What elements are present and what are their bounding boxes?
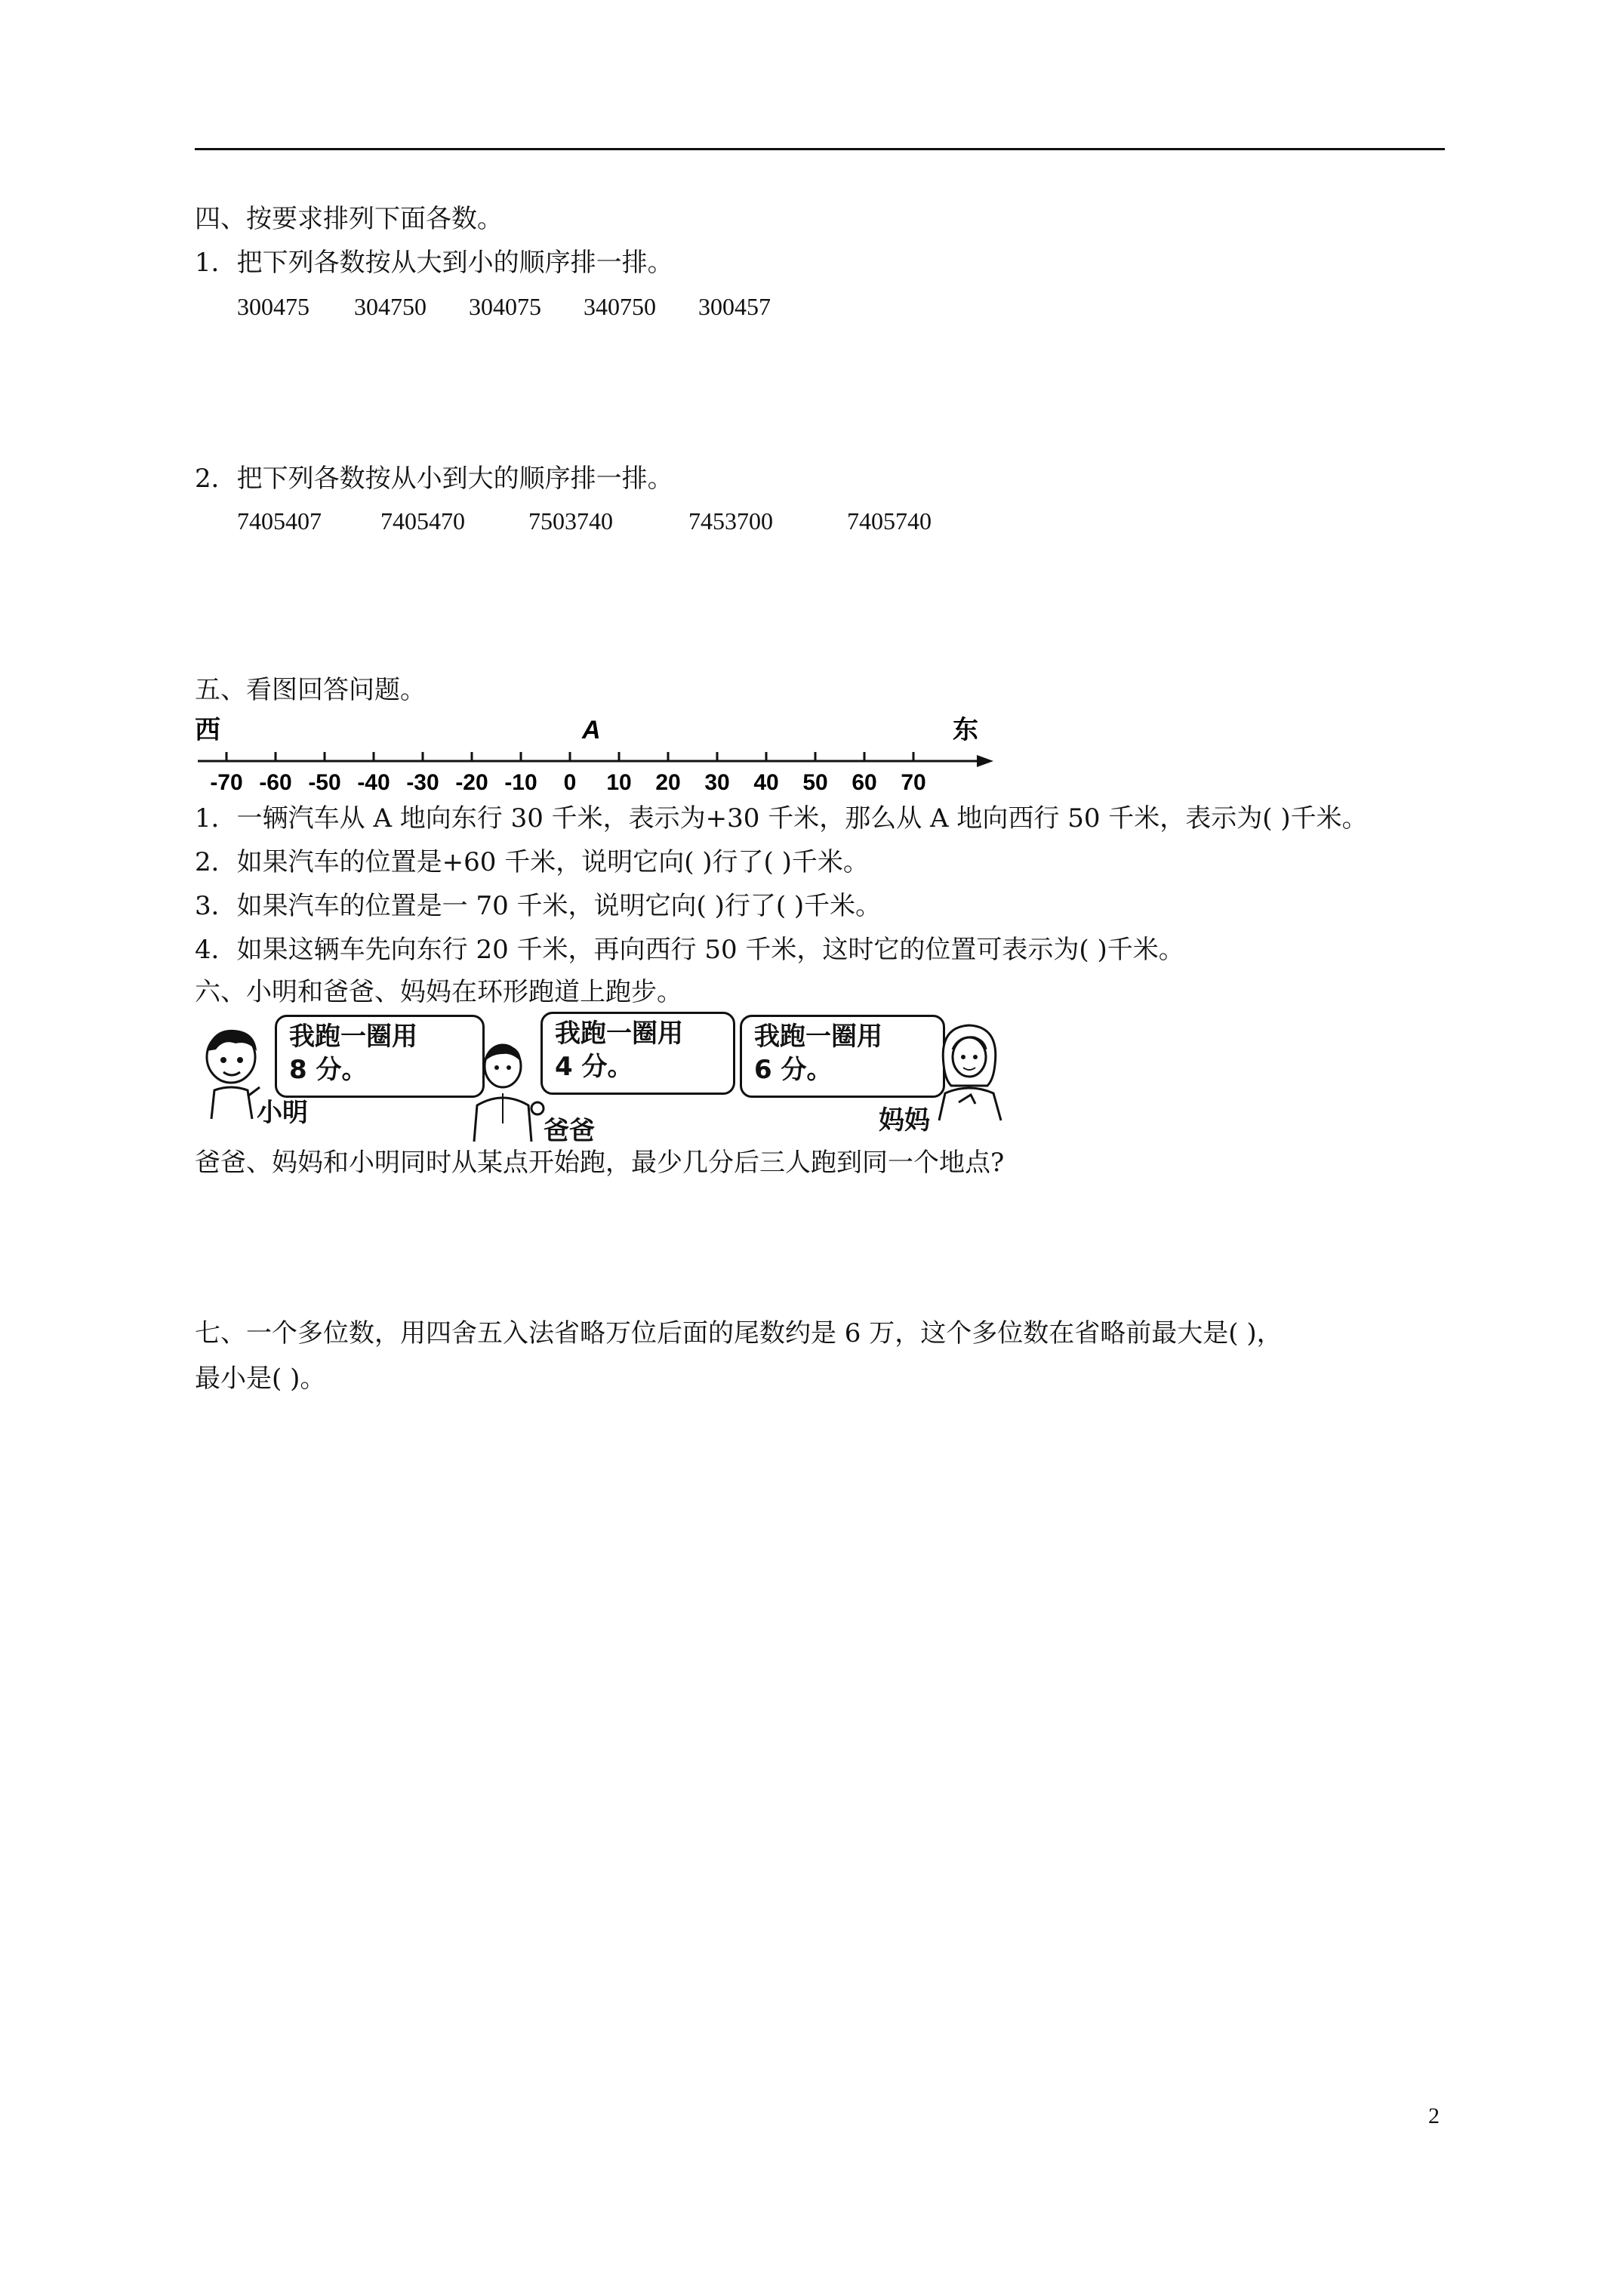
speech-line: 我跑一圈用 [754,1022,882,1052]
tick-label: 10 [606,770,632,795]
section6-title: 六、小明和爸爸、妈妈在环形跑道上跑步。 [195,977,682,1007]
xiaoming-speech-bubble [275,1015,485,1098]
tick-group [210,752,925,795]
xiaoming-name: 小明 [257,1098,308,1128]
number: 304750 [354,293,427,320]
section5-title: 五、看图回答问题。 [195,675,426,705]
tick-label: -40 [357,770,390,795]
section6-question: 爸爸、妈妈和小明同时从某点开始跑，最少几分后三人跑到同一个地点? [195,1148,1005,1178]
point-a-label: A [582,716,601,744]
dad-name: 爸爸 [544,1116,595,1146]
header-rule [195,148,1445,150]
tick-label: -60 [259,770,292,795]
xiaoming-figure [198,1024,266,1122]
number: 7405740 [847,507,932,535]
tick-label: 40 [753,770,779,795]
page-number: 2 [1428,2103,1440,2128]
west-label: 西 [195,716,220,744]
tick-label: -10 [504,770,537,795]
section5-question-1: 1．一辆汽车从 A 地向东行 30 千米，表示为+30 千米，那么从 A 地向西行 50 千米，表示为( )千米。 [195,803,1368,834]
tick-label: 60 [852,770,877,795]
tick-label: 50 [802,770,828,795]
tick-label: 20 [655,770,681,795]
section4-title: 四、按要求排列下面各数。 [195,204,503,234]
mom-speech-bubble [740,1015,945,1098]
speech-line: 我跑一圈用 [289,1022,417,1052]
section4-q1-prompt: 1．把下列各数按从大到小的顺序排一排。 [195,248,673,278]
tick-label: -30 [406,770,439,795]
tick-label: -20 [455,770,488,795]
number: 7453700 [688,507,773,535]
number: 7503740 [528,507,613,535]
speech-line: 8 分。 [289,1055,368,1085]
mom-figure [929,1019,1012,1122]
tick-label: -70 [210,770,243,795]
tick-label: -50 [308,770,341,795]
number: 300475 [237,293,310,320]
section5-question-3: 3．如果汽车的位置是一 70 千米，说明它向( )行了( )千米。 [195,891,882,921]
section7-line-2: 最小是( )。 [195,1364,326,1394]
section4-q1-numbers [237,291,771,322]
section4-q2-numbers [237,506,932,536]
section5-question-2: 2．如果汽车的位置是+60 千米，说明它向( )行了( )千米。 [195,847,869,877]
section5-question-4: 4．如果这辆车先向东行 20 千米，再向西行 50 千米，这时它的位置可表示为( )千米。 [195,935,1184,965]
tick-label: 0 [563,770,577,795]
number: 7405470 [380,507,465,535]
axis-arrow [977,755,993,767]
number: 304075 [469,293,541,320]
east-label: 东 [953,716,978,744]
number: 7405407 [237,507,322,535]
number: 340750 [584,293,656,320]
dad-speech-bubble [540,1012,735,1095]
mom-name: 妈妈 [879,1105,930,1136]
dad-figure [468,1040,551,1143]
number-line [195,714,995,805]
section7-line-1: 七、一个多位数，用四舍五入法省略万位后面的尾数约是 6 万，这个多位数在省略前最大是( )， [195,1318,1283,1348]
tick-label: 30 [704,770,730,795]
number: 300457 [698,293,771,320]
speech-line: 我跑一圈用 [555,1019,683,1049]
tick-label: 70 [901,770,926,795]
speech-line: 6 分。 [754,1055,833,1085]
section4-q2-prompt: 2．把下列各数按从小到大的顺序排一排。 [195,464,673,494]
speech-line: 4 分。 [555,1052,633,1082]
